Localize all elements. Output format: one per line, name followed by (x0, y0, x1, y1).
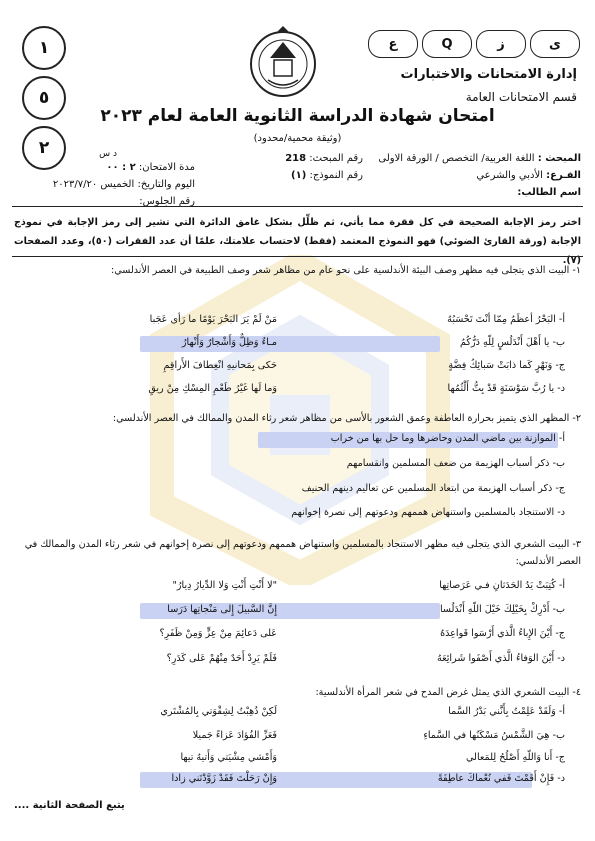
info-column-right (371, 150, 581, 201)
code-cell: ى (530, 30, 580, 58)
q4-option-d-first: د- فَإِنْ أَقَمْتَ فَفي نُعْماكَ عاطِفَةً (437, 773, 565, 784)
q1-option-a-second: مَنْ لَمْ يَرَ البَحْرَ يَوْمًا ما رَأى عَجَبا (149, 314, 277, 325)
q3-option-d-second: فَلَمْ يَرِدْ أَحَدٌ مِنْهُمْ عَلى كَدَرِ؟ (166, 653, 277, 664)
question-2-stem: ٢- المظهر الذي يتميز بحرارة العاطفة وعمق الشعور بالأسى من مظاهر شعر رثاء المدن والممالك في العصر الأندلسي: (112, 413, 581, 424)
q1-option-b-first: ب- يا أَهْلَ أَنْدَلُسٍ لِلّهِ دَرُّكُمُ (460, 337, 565, 348)
q1-option-a-first: أ- البَحْرُ أعظَمُ مِمّا أنْتَ تَحْسَبُهُ (447, 314, 565, 325)
duration-units: د س (99, 149, 117, 159)
subject-number-label: رقم المبحث: (309, 153, 363, 164)
q4-option-c-second: وَأَمْشي مِشْيَتي وَأَتيهُ تيها (180, 752, 277, 763)
question-3-stem: ٣- البيت الشعري الذي يتجلى فيه مظهر الاستنجاد بالمسلمين واستنهاض هممهم ودعوتهم إلى نصرة إخوانهم في شعر رثاء المدن والممالك في العصر الأندلسي: (24, 539, 581, 567)
ministry-seal-icon (248, 24, 318, 102)
q4-option-b-second: فَعَزِّ الفُؤادَ عَزاءً جَميلا (192, 730, 277, 741)
q2-option-b: ب- ذكر أسباب الهزيمة من ضعف المسلمين وانقسامهم (346, 458, 565, 469)
subject-value: اللغة العربية/ التخصص / الورقة الاولى (378, 153, 535, 164)
info-column-middle (213, 150, 363, 184)
model-number-value: (١) (291, 170, 307, 181)
q3-option-b-first: ب- أَدْرِكْ بِخَيْلِكَ خَيْلَ اللّهِ أَنْدَلُسا (439, 604, 565, 615)
student-name-label: اسم الطالب: (517, 187, 581, 198)
q1-option-b-second: مـاءٌ وَظِلٌّ وَأَشْجارٌ وَأَنْهارُ (181, 337, 277, 348)
marker-circle: ٢ (22, 126, 66, 170)
branch-value: الأدبي والشرعي (476, 170, 543, 181)
date-value: الخميس ٢٠٢٣/٧/٢٠ (52, 179, 135, 190)
q3-option-c-second: عَلى دَعائِمَ مِنْ عِزٍّ وَمِنْ ظَفَرِ؟ (159, 628, 277, 639)
org-line-1: إدارة الامتحانات والاختبارات (400, 67, 577, 82)
document-note: (وثيقة محمية/محدود) (253, 133, 342, 144)
seat-number-label: رقم الجلوس: (139, 196, 195, 207)
duration-label: مدة الامتحان: (138, 162, 195, 173)
marker-circle: ١ (22, 26, 66, 70)
question-4-stem: ٤- البيت الشعري الذي يمثل غرض المدح في شعر المرأة الأندلسية: (315, 687, 581, 698)
marker-circle: ٥ (22, 76, 66, 120)
branch-label: الفـرع: (546, 170, 581, 181)
q3-option-a-second: "لا أَنْتِ أَنْتِ وَلا الدِّيارُ دِيارُ" (172, 580, 277, 591)
q4-option-d-second: وَإِنْ رَحَلْتَ فَقَدْ زَوَّدْتَني زادا (171, 773, 277, 784)
continue-note: يتبع الصفحة الثانية .... (14, 800, 125, 811)
divider (12, 206, 583, 207)
code-cell: ز (476, 30, 526, 58)
instructions: اختر رمز الإجابة الصحيحة في كل فقرة مما يأتي، ثم ظلِّل بشكل غامق الدائرة التي تشير إلى رمز الإجابة في نموذج الإجابة (ورقة القارئ الضوئي) فهو النموذج المعتمد (فقط) لاحتساب علامتك، علمًا أن عدد الفقرات (٥٠)، وعدد الصفحات (٧). (14, 217, 581, 266)
code-cell: Q (422, 30, 472, 58)
subject-label: المبحث : (537, 153, 581, 164)
q4-option-b-first: ب- هِيَ الشَّمْسُ مَسْكَنُها في السَّماءِ (423, 730, 565, 741)
q1-option-d-second: وَما لَها غَيْرُ طَعْمِ المِسْكِ مِنْ ريقِ (148, 383, 277, 394)
q4-option-a-second: لَكِنْ ذُهِبْتُ لِشِقْوَتي بِالمُشْتَري (160, 706, 277, 717)
question-1-stem: ١- البيت الذي يتجلى فيه مظهر وصف البيئة الأندلسية على نحو عام من مظاهر شعر وصف الطبيعة في العصر الأندلسي: (111, 265, 581, 276)
q3-option-a-first: أ- كُتِبَتْ يَدُ الحَدَثانِ فـي عَرَصاتِها (439, 580, 565, 591)
q1-option-d-first: د- يا رُبَّ سَوْسَنَةٍ قَدْ بِتُّ أَلْثُمُها (447, 383, 565, 394)
q4-option-a-first: أ- وَلَقَدْ عَلِمْتُ بِأَنَّني بَدْرُ السَّما (448, 706, 565, 717)
divider (12, 256, 583, 257)
q2-option-a: أ- الموازنة بين ماضي المدن وحاضرها وما حل بها من خراب (330, 433, 565, 444)
org-line-2: قسم الامتحانات العامة (465, 90, 577, 104)
organization-header (401, 64, 577, 108)
q2-option-d: د- الاستنجاد بالمسلمين واستنهاض هممهم ودعوتهم إلى نصرة إخوانهم (291, 507, 565, 518)
date-label: اليوم والتاريخ: (137, 179, 195, 190)
code-cell: ع (368, 30, 418, 58)
duration-value: ٢ : ٠٠ (106, 162, 136, 173)
info-column-left (10, 150, 195, 210)
q1-option-c-second: حَكى بِمَحانيهِ انْعِطافَ الأَراقِمِ (163, 360, 277, 371)
model-number-label: رقم النموذج: (309, 170, 363, 181)
q1-option-c-first: ج- وَنَهْرٍ كَما ذابَتْ سَبائِكُ فِضَّةٍ (448, 360, 565, 371)
exam-title: امتحان شهادة الدراسة الثانوية العامة لعام ٢٠٢٣ (100, 106, 495, 126)
q3-option-b-second: إِنَّ السَّبيلَ إِلى مَنْجاتِها دَرَسا (167, 604, 277, 615)
q2-option-c: ج- ذكر أسباب الهزيمة من ابتعاد المسلمين عن تعاليم دينهم الحنيف (301, 483, 565, 494)
subject-number-value: 218 (285, 153, 307, 164)
q4-option-c-first: ج- أَنا وَاللّهِ أَصْلُحُ لِلمَعالي (466, 752, 565, 763)
q3-option-c-first: ج- أَيْنَ الإِباءُ الَّذي أَرْسَوا قَواعِدَهُ (440, 628, 565, 639)
model-code-box (368, 30, 580, 58)
q3-option-d-first: د- أَيْنَ الوَفاءُ الَّذي أَصْفَوا شَرائِعَهُ (436, 653, 565, 664)
